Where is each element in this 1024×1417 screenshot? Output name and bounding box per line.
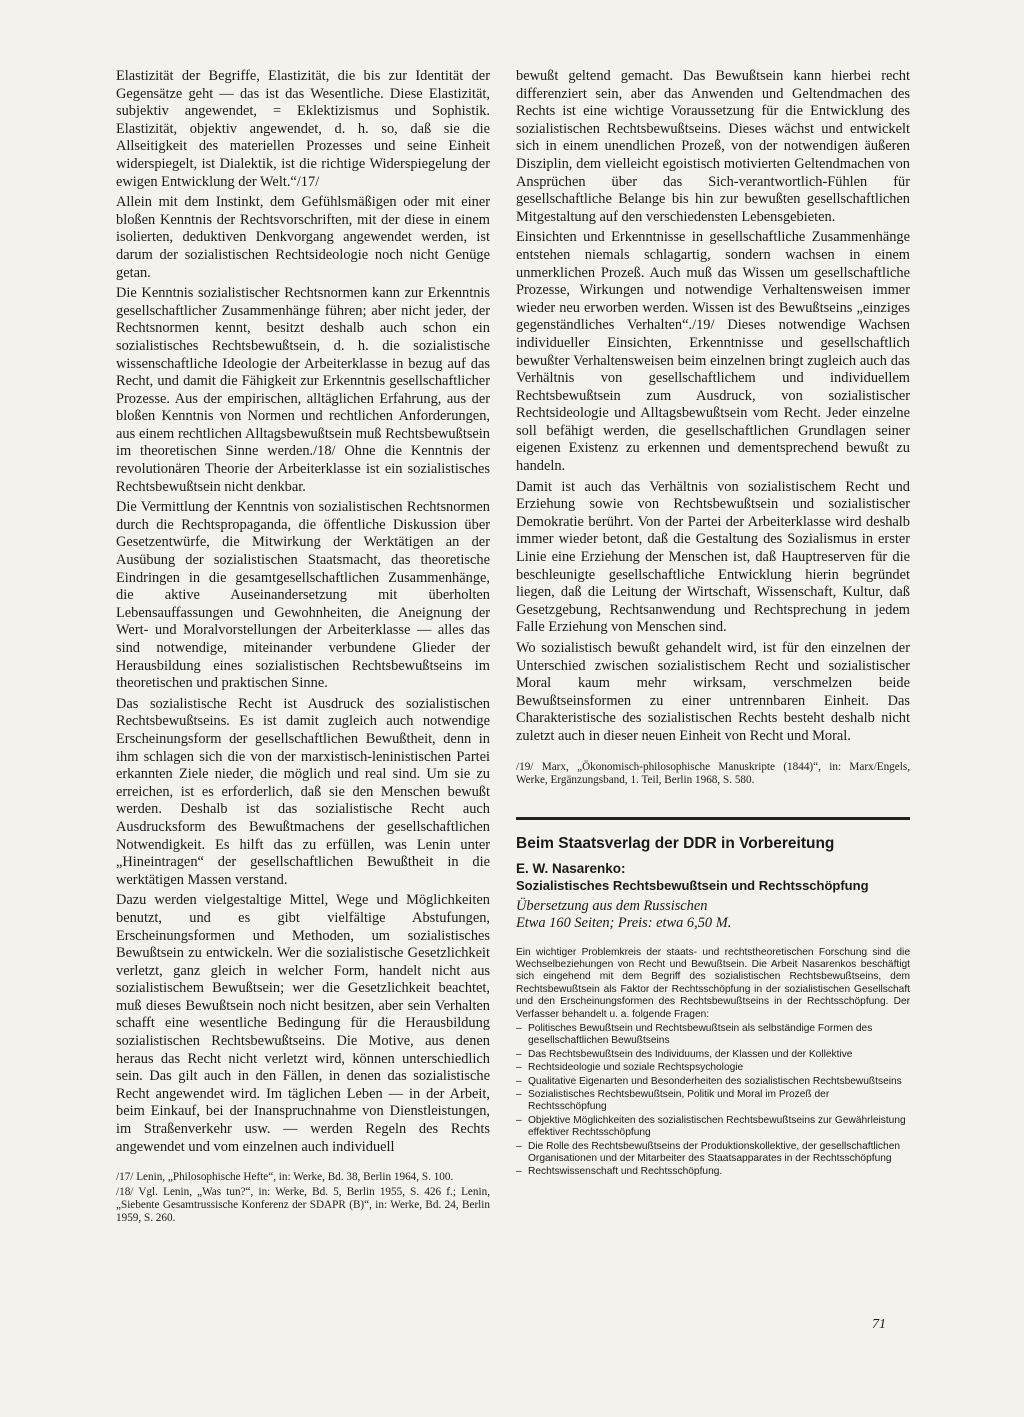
list-item (516, 1062, 910, 1074)
list-item (516, 1089, 910, 1114)
dash-bullet: – (516, 1140, 522, 1152)
dash-bullet: – (516, 1166, 522, 1178)
dash-bullet: – (516, 1048, 522, 1060)
topic-text: Objektive Möglichkeiten des sozialistischen Rechtsbewußtseins zur Gewährleistung effektiver Rechtsschöpfung (528, 1114, 906, 1139)
left-column (116, 68, 490, 1227)
paragraph: Die Kenntnis sozialistischer Rechtsnormen kann zur Erkenntnis gesellschaftlicher Zusammenhänge führen; aber nicht jeder, der Rechtsnormen kennt, besitzt deshalb auch schon ein sozialistisches Rechtsbewußtsein, d. h. die sozialistische wissenschaftliche Ideologie der Arbeiterklasse in bezug auf das Recht, und damit die Fähigkeit zur Erkenntnis gesellschaftlicher Prozesse. Aus der empirischen, alltäglichen Erfahrung, aus der bloßen Kenntnis von Normen und rechtlichen Anforderungen, aus einem rechtlichen Alltagsbewußtsein muß Rechtsbewußtsein im theoretischen Sinne werden./18/ Ohne die Kenntnis der revolutionären Theorie der Arbeiterklasse ist ein sozialistisches Rechtsbewußtsein nicht denkbar. (116, 285, 490, 495)
topic-text: Rechtsideologie und soziale Rechtspsychologie (528, 1062, 744, 1074)
paragraph: Elastizität der Begriffe, Elastizität, die bis zur Identität der Gegensätze geht — das ist das Wesentliche. Diese Elastizität, subjektiv angewendet, = Eklektizismus und Sophistik. Elastizität, objektiv angewendet, d. h. so, daß sie die Allseitigkeit des materiellen Prozesses und seine Einheit widerspiegelt, ist Dialektik, ist die richtige Widerspiegelung der ewigen Entwicklung der Welt.“/17/ (116, 68, 490, 190)
list-item (516, 1049, 910, 1061)
list-item (516, 1076, 910, 1088)
topic-text: Qualitative Eigenarten und Besonderheiten des sozialistischen Rechtsbewußtseins (528, 1075, 902, 1087)
paragraph: bewußt geltend gemacht. Das Bewußtsein kann hierbei recht differenziert sein, aber das Anwenden und Geltendmachen des Rechts ist eine wichtige Voraussetzung für die Entwicklung des sozialistischen Rechtsbewußtseins. Dieses wächst und entwickelt sich in einem unendlichen Prozeß, von der notwendigen äußeren Disziplin, dem vielleicht egoistisch motivierten Geltendmachen von Ansprüchen über das Sich-verantwortlich-Fühlen für gesellschaftliche Belange bis hin zur bewußten gesellschaftlichen Mitgestaltung auf den verschiedensten Lebensgebieten. (516, 68, 910, 225)
dash-bullet: – (516, 1114, 522, 1126)
advert-pages-price: Etwa 160 Seiten; Preis: etwa 6,50 M. (516, 915, 732, 932)
advert-heading: Beim Staatsverlag der DDR in Vorbereitung (516, 834, 835, 852)
paragraph: Das sozialistische Recht ist Ausdruck des sozialistischen Rechtsbewußtseins. Es ist damit zugleich auch notwendige Erscheinungsform der gesellschaftlichen Bewußtheit, denn in ihm schlagen sich die von der marxistisch-leninistischen Partei erkannten Ziele nieder, die möglich und real sind. Um sie zu erreichen, ist es erforderlich, daß sie den Menschen bewußt werden. Deshalb ist das sozialistische Recht auch Ausdrucksform des Bewußtmachens der gesellschaftlichen Notwendigkeit. Es hilft das zu erfüllen, was Lenin unter „Hineintragen“ der gesellschaftlichen Bewußtheit in die werktätigen Massen verstand. (116, 695, 490, 888)
advert-author: E. W. Nasarenko: (516, 860, 626, 876)
topic-text: Die Rolle des Rechtsbewußtseins der Produktionskollektive, der gesellschaftlichen Organisationen und der Mitarbeiter des Staatsapparates in der Rechtsschöpfung (528, 1140, 901, 1165)
footnote: /17/ Lenin, „Philosophische Hefte“, in: Werke, Bd. 38, Berlin 1964, S. 100. (116, 1171, 454, 1184)
footnote: /19/ Marx, „Ökonomisch-philosophische Manuskripte (1844)“, in: Marx/Engels, Werke, Ergänzungsband, 1. Teil, Berlin 1968, S. 580. (516, 760, 910, 786)
dash-bullet: – (516, 1089, 522, 1101)
list-item (516, 1023, 910, 1048)
list-item (516, 1115, 910, 1140)
topic-text: Sozialistisches Rechtsbewußtsein, Politik und Moral im Prozeß der Rechtsschöpfung (528, 1089, 830, 1113)
advert-topic-list (516, 1023, 910, 1179)
footnote: /18/ Vgl. Lenin, „Was tun?“, in: Werke, Bd. 5, Berlin 1955, S. 426 f.; Lenin, „Siebente Gesamtrussische Konferenz der SDAPR (B)“, in: Werke, Bd. 24, Berlin 1959, S. 260. (116, 1186, 490, 1225)
paragraph: Dazu werden vielgestaltige Mittel, Wege und Möglichkeiten benutzt, und es gibt vielfältige Abstufungen, Erscheinungsformen und Methoden, um sozialistisches Bewußtsein zu entwickeln. Wer die sozialistische Gesetzlichkeit verletzt, ganz gleich in welcher Form, handelt nicht aus sozialistischem Bewußtsein; wer die Gesetzlichkeit beachtet, muß dieses Bewußtsein noch nicht besitzen, aber sein Verhalten schafft eine wesentliche Bedingung für die Herausbildung sozialistischen Rechtsbewußtseins. Die Motive, aus denen heraus das Recht nicht verletzt wird, können unterschiedlich sein. Das gilt auch in den Fällen, in denen das sozialistische Recht angewendet wird. Im täglichen Leben — in der Arbeit, beim Einkauf, bei der Inanspruchnahme von Dienstleistungen, im Straßenverkehr usw. — werden Regeln des Rechts angewendet und vom einzelnen auch individuell (116, 892, 490, 1155)
page-number: 71 (872, 1317, 886, 1332)
paragraph: Damit ist auch das Verhältnis von sozialistischem Recht und Erziehung sowie von Rechtsbewußtsein und sozialistischer Demokratie berührt. Von der Partei der Arbeiterklasse wird deshalb immer wieder betont, daß die Gestaltung des Sozialismus in erster Linie eine Erziehung der Menschen ist, daß Hauptreserven für die beschleunigte gesellschaftliche Entwicklung hierin begründet liegen, daß die Leitung der Wirtschaft, Wissenschaft, Kultur, daß Gesetzgebung, Rechtsanwendung und Rechtsprechung in jedem Falle Erziehung von Menschen sind. (516, 478, 910, 636)
list-item (516, 1166, 910, 1178)
paragraph: Einsichten und Erkenntnisse in gesellschaftliche Zusammenhänge entstehen niemals schlagartig, sondern wachsen in einem unmerklichen Prozeß. Auch muß das Wissen um gesellschaftliche Prozesse, Wirkungen und notwendige Verhaltensweisen immer wieder neu erworben werden. Wissen ist des Bewußtseins „einziges gegenständliches Verhalten“./19/ Dieses notwendige Wachsen individueller Einsichten, Erkenntnisse und gesellschaftlich bewußter Verhaltensweisen beim einzelnen bringt zugleich auch das Verhältnis von gesellschaftlichem und individuellem Rechtsbewußtsein zum Ausdruck, von sozialistischer Rechtsideologie und Alltagsbewußtsein vom Recht. Jeder einzelne soll befähigt werden, die gesellschaftlichen Grundlagen seiner eigenen Existenz zu erkennen und dementsprechend bewußt zu handeln. (516, 229, 910, 475)
publisher-advert (516, 834, 910, 1179)
advert-translation-note: Übersetzung aus dem Russischen (516, 897, 708, 914)
dash-bullet: – (516, 1023, 522, 1034)
advert-description: Ein wichtiger Problemkreis der staats- und rechtstheoretischen Forschung sind die Wechselbeziehungen von Recht und Bewußtsein. Die Arbeit Nasarenkos beschäftigt sich eingehend mit dem Begriff des sozialistischen Rechtsbewußtseins, dem Rechtsbewußtsein als Faktor der Rechtsschöpfung in der sozialistischen Gesellschaft und den Erscheinungsformen des Rechtsbewußtseins in der Rechtsschöpfung. Der Verfasser behandelt u. a. folgende Fragen: (516, 946, 910, 1020)
paragraph: Die Vermittlung der Kenntnis von sozialistischen Rechtsnormen durch die Rechtspropaganda, die öffentliche Diskussion über Gesetzentwürfe, die Mitwirkung der Werktätigen an der Ausübung der sozialistischen Staatsmacht, das theoretische Eindringen in die gesamtgesellschaftlichen Zusammenhänge, die aktive Auseinandersetzung mit überholten Lebensauffassungen und Gewohnheiten, die Aneignung der Wert- und Moralvorstellungen der Arbeiterklasse — alles das sind notwendige, miteinander verbundene Glieder der Herausbildung eines sozialistischen Rechtsbewußtseins im theoretischen und praktischen Sinne. (116, 499, 490, 692)
topic-text: Rechtswissenschaft und Rechtsschöpfung. (528, 1166, 723, 1178)
dash-bullet: – (516, 1062, 522, 1074)
list-item (516, 1141, 910, 1166)
advert-book-title: Sozialistisches Rechtsbewußtsein und Rechtsschöpfung (516, 877, 869, 893)
topic-text: Das Rechtsbewußtsein des Individuums, der Klassen und der Kollektive (528, 1048, 853, 1060)
paragraph: Wo sozialistisch bewußt gehandelt wird, ist für den einzelnen der Unterschied zwischen sozialistischem Recht und sozialistischer Moral kaum mehr wirksam, verschmelzen beide Bewußtseinsformen zu einer untrennbaren Einheit. Das Charakteristische des sozialistischen Rechts besteht deshalb nicht zuletzt auch in dieser neuen Einheit von Recht und Moral. (516, 640, 910, 744)
topic-text: Politisches Bewußtsein und Rechtsbewußtsein als selbständige Formen des gesellschaftlichen Bewußtseins (528, 1023, 873, 1047)
paragraph: Allein mit dem Instinkt, dem Gefühlsmäßigen oder mit einer bloßen Kenntnis der Rechtsvorschriften, mit der diese in einem isolierten, deduktiven Denkvorgang angewendet werden, ist darum der sozialistischen Rechtsideologie noch nicht Genüge getan. (116, 194, 490, 281)
right-column (516, 68, 910, 1180)
dash-bullet: – (516, 1075, 522, 1087)
section-divider (516, 817, 910, 820)
